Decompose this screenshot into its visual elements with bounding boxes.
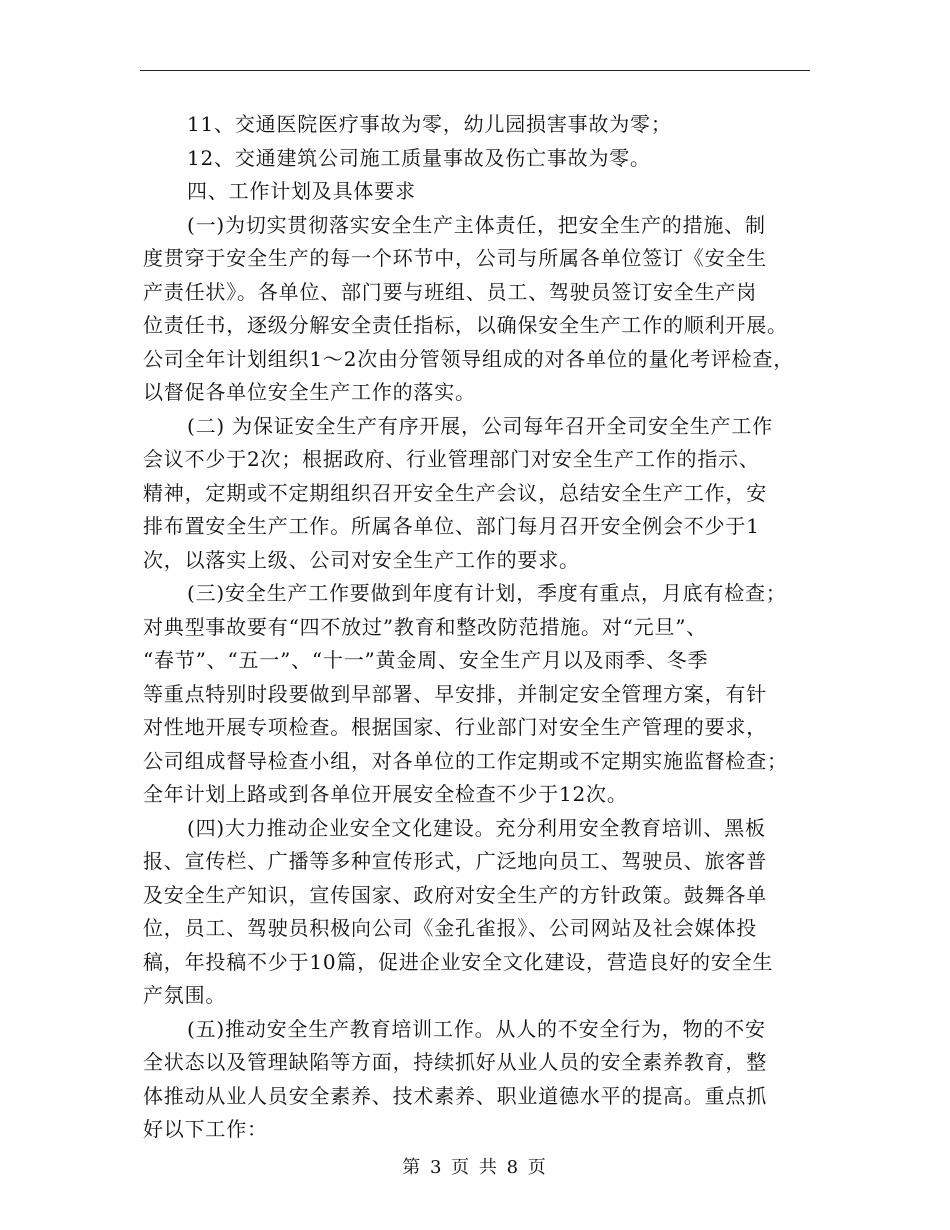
text-line: 位责任书，逐级分解安全责任指标，以确保安全生产工作的顺利开展。	[143, 313, 788, 337]
text-line: 位，员工、驾驶员积极向公司《金孔雀报》、公司网站及社会媒体投	[143, 916, 757, 940]
text-line: 稿，年投稿不少于10篇，促进企业安全文化建设，营造良好的安全生	[143, 949, 774, 974]
text-line: “春节”、“五一”、“十一”黄金周、安全生产月以及雨季、冬季	[143, 648, 709, 672]
text-line: 产责任状》。各单位、部门要与班组、员工、驾驶员签订安全生产岗	[143, 279, 757, 304]
text-line: 排布置安全生产工作。所属各单位、部门每月召开安全例会不少于1	[143, 514, 760, 538]
text-line: 会议不少于2次；根据政府、行业管理部门对安全生产工作的指示、	[143, 447, 760, 471]
text-line: 度贯穿于安全生产的每一个环节中，公司与所属各单位签订《安全生	[143, 246, 767, 270]
text-line: 12、交通建筑公司施工质量事故及伤亡事故为零。	[187, 145, 651, 170]
text-line: (五)推动安全生产教育培训工作。从人的不安全行为，物的不安	[187, 1016, 766, 1041]
text-line: 公司组成督导检查小组，对各单位的工作定期或不定期实施监督检查；	[143, 748, 788, 773]
header-rule	[140, 70, 810, 71]
text-line: 公司全年计划组织1～2次由分管领导组成的对各单位的量化考评检查，	[143, 346, 795, 371]
page-footer: 第 3 页 共 8 页	[402, 1157, 548, 1178]
text-line: 体推动从业人员安全素养、技术素养、职业道德水平的提高。重点抓	[143, 1083, 767, 1108]
text-line: 次，以落实上级、公司对安全生产工作的要求。	[143, 547, 580, 572]
text-line: (一)为切实贯彻落实安全生产主体责任，把安全生产的措施、制	[187, 212, 766, 237]
text-line: (二) 为保证安全生产有序开展，公司每年召开全司安全生产工作	[187, 413, 773, 438]
text-line: 四、工作计划及具体要求	[187, 179, 416, 203]
document-body	[143, 108, 813, 1147]
text-line: 对性地开展专项检查。根据国家、行业部门对安全生产管理的要求，	[143, 715, 767, 739]
text-line: 精神，定期或不定期组织召开安全生产会议，总结安全生产工作，安	[143, 480, 767, 505]
text-line: 产氛围。	[143, 983, 227, 1007]
text-line: 等重点特别时段要做到早部署、早安排，并制定安全管理方案，有针	[143, 681, 767, 706]
text-line: 以督促各单位安全生产工作的落实。	[143, 380, 476, 404]
text-line: 对典型事故要有“四不放过”教育和整改防范措施。对“元旦”、	[143, 614, 708, 639]
text-line: (四)大力推动企业安全文化建设。充分利用安全教育培训、黑板	[187, 815, 766, 840]
text-line: 11、交通医院医疗事故为零，幼儿园损害事故为零；	[187, 112, 672, 136]
text-line: 全状态以及管理缺陷等方面，持续抓好从业人员的安全素养教育，整	[143, 1050, 767, 1074]
text-line: 全年计划上路或到各单位开展安全检查不少于12次。	[143, 782, 628, 806]
text-line: (三)安全生产工作要做到年度有计划，季度有重点，月底有检查；	[187, 581, 787, 605]
text-line: 及安全生产知识，宣传国家、政府对安全生产的方针政策。鼓舞各单	[143, 882, 767, 907]
text-line: 报、宣传栏、广播等多种宣传形式，广泛地向员工、驾驶员、旅客普	[143, 849, 767, 873]
text-line: 好以下工作：	[143, 1117, 268, 1141]
